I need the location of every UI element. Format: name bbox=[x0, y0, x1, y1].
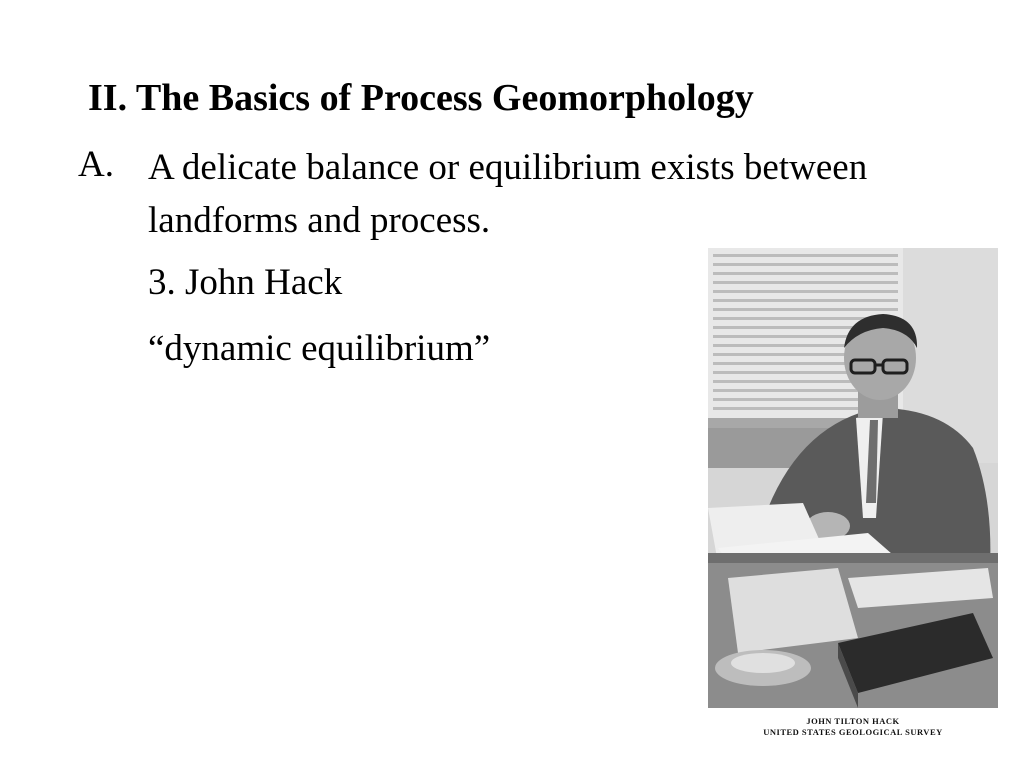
slide-title: II. The Basics of Process Geomorphology bbox=[88, 77, 754, 119]
sub-item-john-hack: 3. John Hack bbox=[148, 262, 343, 303]
list-marker: A. bbox=[78, 144, 114, 185]
photo-caption-name: JOHN TILTON HACK bbox=[806, 716, 900, 726]
list-item-text: A delicate balance or equilibrium exists between landforms and process. bbox=[148, 147, 868, 241]
photo-caption-agency: UNITED STATES GEOLOGICAL SURVEY bbox=[763, 727, 943, 737]
portrait-photo bbox=[708, 248, 998, 748]
photo-caption bbox=[708, 716, 998, 738]
sub-item-dynamic-equilibrium: “dynamic equilibrium” bbox=[148, 328, 491, 369]
